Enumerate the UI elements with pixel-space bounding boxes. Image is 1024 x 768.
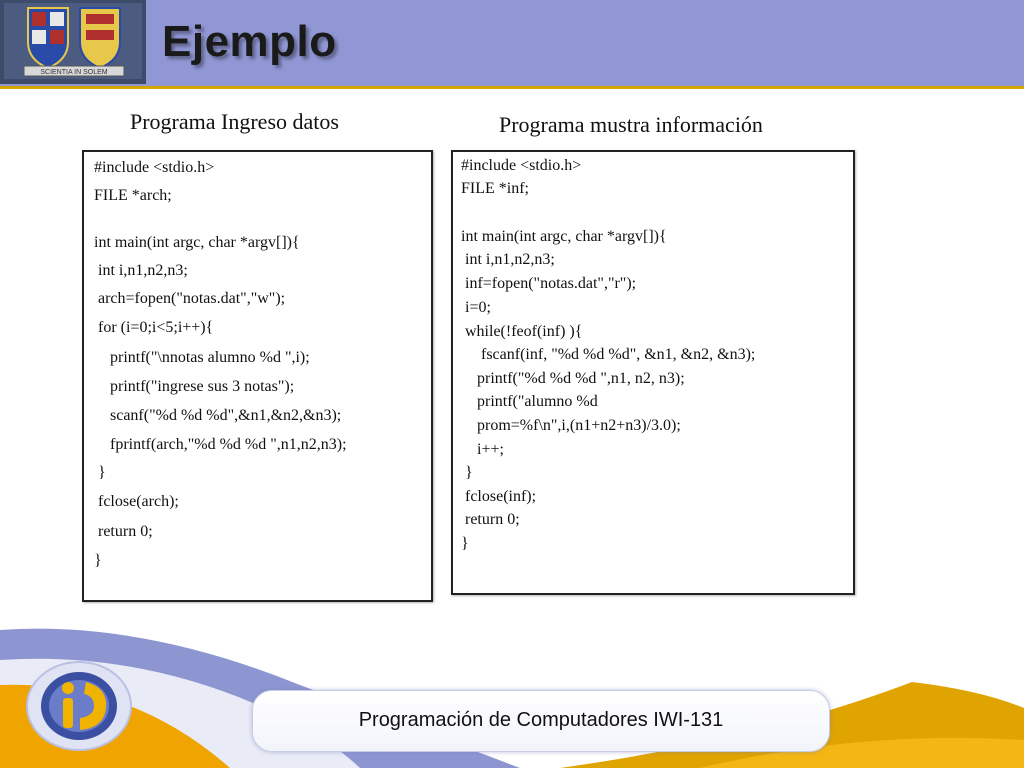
code-line: fprintf(arch,"%d %d %d ",n1,n2,n3); (94, 436, 347, 453)
code-line: return 0; (461, 511, 520, 528)
title-underline (0, 86, 1024, 89)
left-panel-heading: Programa Ingreso datos (130, 109, 339, 134)
footer-logo (26, 660, 132, 757)
slide-title: Ejemplo (162, 17, 337, 66)
code-line: #include <stdio.h> (461, 157, 582, 174)
left-code-box (82, 150, 433, 602)
code-line: printf("\nnotas alumno %d ",i); (94, 349, 310, 366)
code-line: prom=%f\n",i,(n1+n2+n3)/3.0); (461, 417, 681, 434)
code-line: } (461, 535, 469, 552)
right-panel-heading: Programa mustra información (499, 112, 763, 137)
code-line: FILE *inf; (461, 180, 529, 197)
code-line: #include <stdio.h> (94, 159, 215, 176)
title-bar (0, 0, 1024, 86)
code-line: fclose(inf); (461, 488, 537, 505)
code-line: int main(int argc, char *argv[]){ (94, 234, 300, 251)
code-line: i++; (461, 441, 504, 458)
university-logo (0, 0, 146, 84)
code-line: int i,n1,n2,n3; (461, 251, 555, 268)
code-line: fclose(arch); (94, 493, 179, 510)
code-line: i=0; (461, 299, 491, 316)
code-line: arch=fopen("notas.dat","w"); (94, 290, 286, 307)
code-line: printf("ingrese sus 3 notas"); (94, 378, 295, 395)
code-line: int main(int argc, char *argv[]){ (461, 228, 667, 245)
code-line: for (i=0;i<5;i++){ (94, 319, 214, 336)
right-code-box (451, 150, 855, 595)
code-line: while(!feof(inf) ){ (461, 323, 583, 340)
code-line: } (94, 552, 102, 569)
code-line: fscanf(inf, "%d %d %d", &n1, &n2, &n3); (461, 346, 756, 363)
code-line: } (94, 464, 106, 481)
code-line: printf("%d %d %d ",n1, n2, n3); (461, 370, 685, 387)
code-line: return 0; (94, 523, 153, 540)
code-line: scanf("%d %d %d",&n1,&n2,&n3); (94, 407, 342, 424)
code-line: inf=fopen("notas.dat","r"); (461, 275, 637, 292)
logo-banner-text: SCIENTIA IN SOLEM (40, 69, 108, 76)
code-line: printf("alumno %d (461, 393, 598, 410)
code-line: } (461, 464, 473, 481)
code-line: int i,n1,n2,n3; (94, 262, 188, 279)
code-line: FILE *arch; (94, 187, 172, 204)
footer-course-label: Programación de Computadores IWI-131 (358, 709, 724, 731)
